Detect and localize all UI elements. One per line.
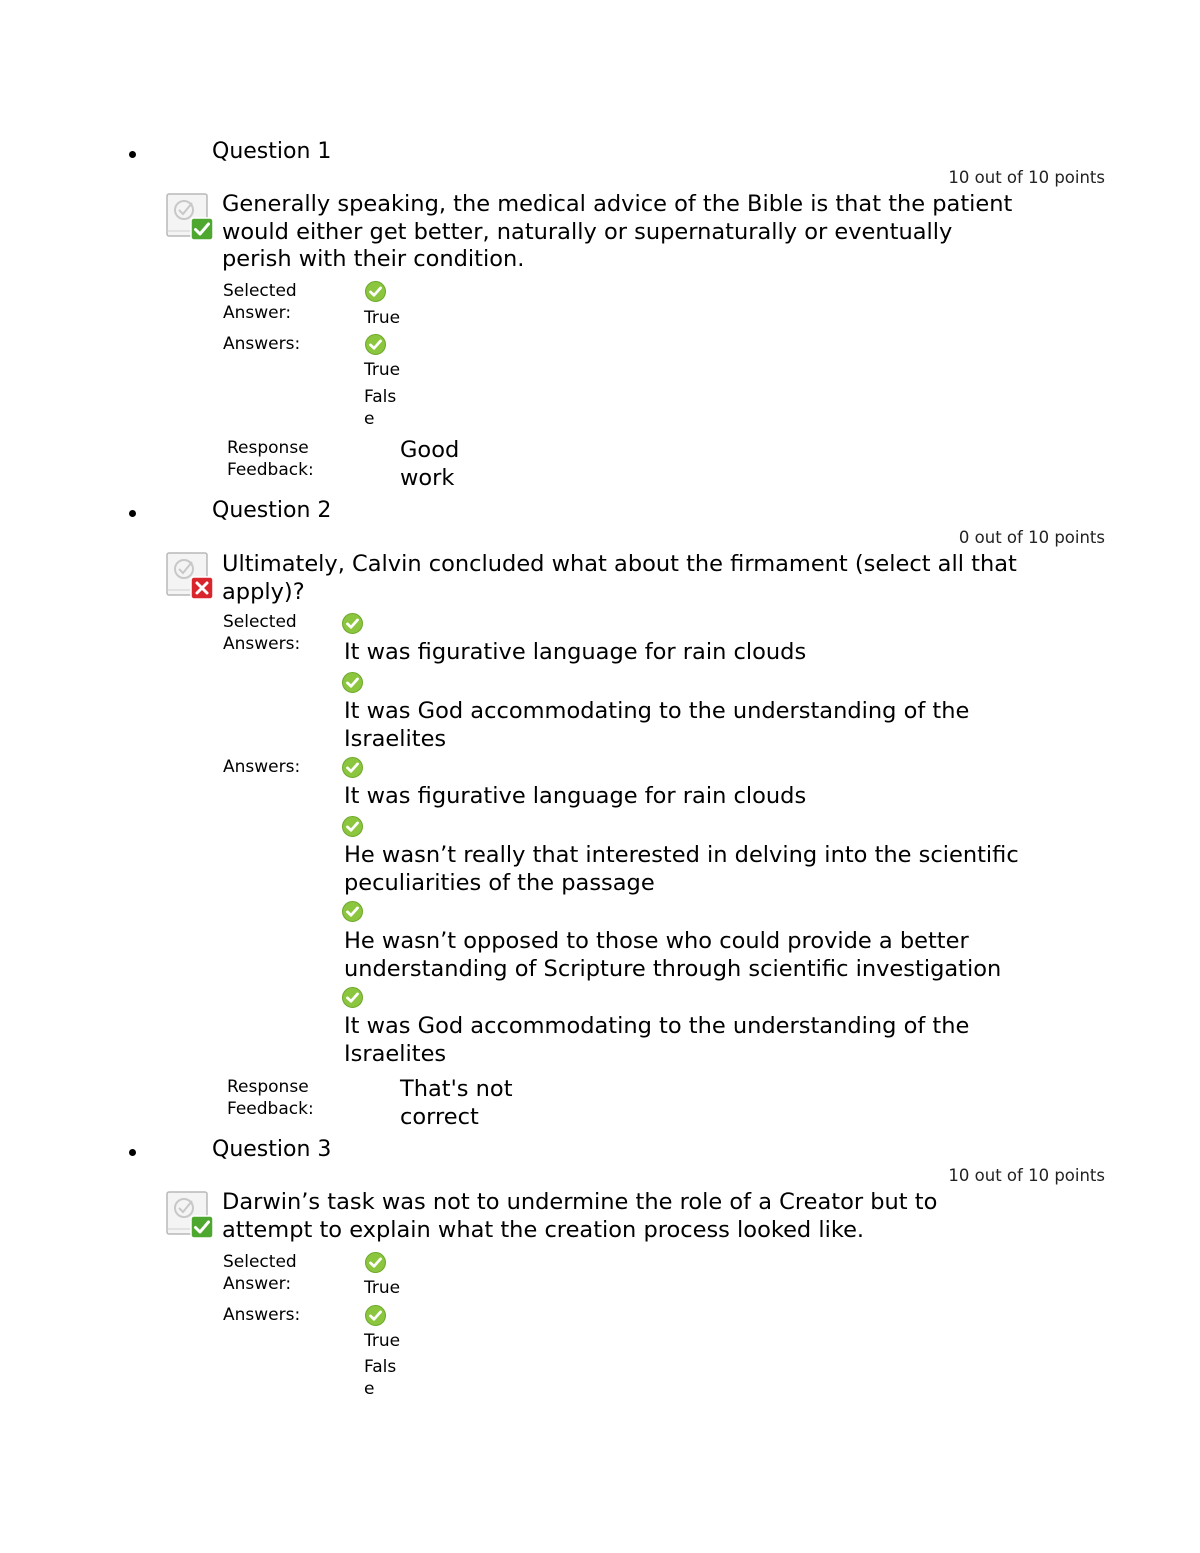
correct-check-icon [365, 281, 386, 302]
response-feedback-text: That's not correct [400, 1076, 513, 1130]
correct-status-icon [166, 191, 216, 241]
answers-label: Answers: [223, 1305, 301, 1325]
selected-answer-value: It was God accommodating to the understanding of the Israelites [344, 698, 970, 752]
correct-check-icon [342, 816, 363, 837]
correct-status-icon [166, 1189, 216, 1239]
list-bullet [129, 151, 136, 158]
answers-label: Answers: [223, 334, 301, 354]
correct-check-icon [365, 1305, 386, 1326]
question-points: 10 out of 10 points [948, 168, 1105, 187]
response-feedback-text: Good work [400, 437, 460, 491]
correct-check-icon [342, 901, 363, 922]
correct-check-icon [342, 987, 363, 1008]
selected-answer-label: Selected Answer: [223, 281, 297, 323]
selected-answers-label: Selected Answers: [223, 612, 301, 654]
answer-option: True [364, 1331, 401, 1351]
question-text: Ultimately, Calvin concluded what about the firmament (select all that apply)? [222, 551, 1017, 605]
question-points: 0 out of 10 points [958, 528, 1105, 547]
answers-label: Answers: [223, 757, 301, 777]
incorrect-status-icon [166, 550, 216, 600]
selected-answer-value: It was figurative language for rain clouds [344, 639, 807, 665]
response-feedback-label: Response Feedback: [227, 1077, 314, 1119]
answer-option: It was figurative language for rain clouds [344, 783, 807, 809]
answer-option: It was God accommodating to the understanding of the Israelites [344, 1013, 970, 1067]
answer-option: He wasn’t really that interested in delving into the scientific peculiarities of the passage [344, 842, 1019, 896]
question-points: 10 out of 10 points [948, 1166, 1105, 1185]
correct-check-icon [342, 757, 363, 778]
correct-check-icon [342, 613, 363, 634]
answer-option: Fals e [364, 387, 397, 429]
answer-option: Fals e [364, 1357, 397, 1399]
selected-answer-value: True [364, 1278, 401, 1298]
answer-option: He wasn’t opposed to those who could provide a better understanding of Scripture through scientific investigation [344, 928, 1002, 982]
correct-check-icon [365, 1252, 386, 1273]
list-bullet [129, 1149, 136, 1156]
correct-check-icon [365, 334, 386, 355]
answer-option: True [364, 360, 401, 380]
selected-answer-value: True [364, 308, 401, 328]
list-bullet [129, 510, 136, 517]
selected-answer-label: Selected Answer: [223, 1252, 297, 1294]
question-title: Question 1 [212, 139, 332, 164]
question-text: Generally speaking, the medical advice of the Bible is that the patient would either get better, naturally or supernaturally or eventually perish with their condition. [222, 191, 1013, 272]
question-title: Question 2 [212, 498, 332, 523]
question-title: Question 3 [212, 1137, 332, 1162]
question-text: Darwin’s task was not to undermine the role of a Creator but to attempt to explain what the creation process looked like. [222, 1189, 938, 1243]
correct-check-icon [342, 672, 363, 693]
response-feedback-label: Response Feedback: [227, 438, 314, 480]
